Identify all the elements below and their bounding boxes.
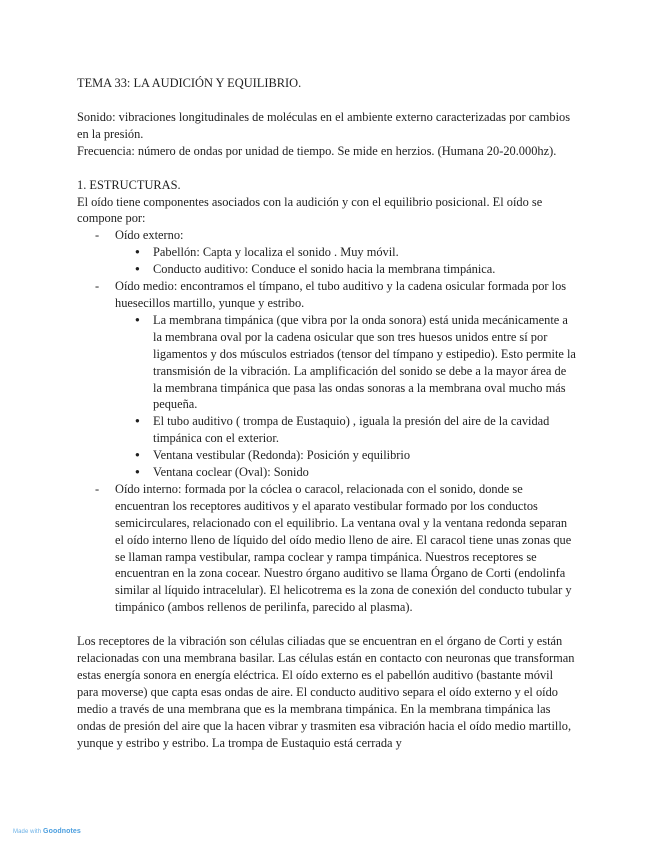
oido-interno-item	[77, 481, 577, 616]
frecuencia-definition: Frecuencia: número de ondas por unidad de tiempo. Se mide en herzios. (Humana 20-20.000hz).	[77, 143, 557, 158]
sonido-definition: Sonido: vibraciones longitudinales de moléculas en el ambiente externo caracterizadas por cambios en la presión.	[77, 109, 571, 141]
document-page	[77, 75, 577, 752]
spacer	[77, 160, 577, 177]
made-with-text: Made with	[13, 829, 42, 835]
oido-medio-sublist	[115, 312, 577, 481]
section-intro: El oído tiene componentes asociados con la audición y con el equilibrio posicional. El oído se compone por:	[77, 194, 543, 226]
closing-paragraph: Los receptores de la vibración son células ciliadas que se encuentran en el órgano de Corti y están relacionadas con una membrana basilar. Las células están en contacto con neuronas que transforman estas energía sonora en energía eléctrica. El oído externo es el pabellón auditivo (bastante móvil para moverse) que capta esas ondas de aire. El conducto auditivo separa el oído externo y el oído medio a través de una membrana que es la membrana timpánica. En la membrana timpánica las ondas de presión del aire que la hacen vibrar y trasmiten esa vibración hacia el oído medio martillo, yunque y estribo y estribo. La trompa de Eustaquio está cerrada y	[77, 634, 575, 750]
ear-parts-list	[77, 227, 577, 616]
section-heading: 1. ESTRUCTURAS.	[77, 177, 181, 192]
document-title: TEMA 33: LA AUDICIÓN Y EQUILIBRIO.	[77, 76, 302, 90]
oido-medio-label: Oído medio: encontramos el tímpano, el tubo auditivo y la cadena osicular formada por los huesecillos martillo, yunque y estribo.	[115, 279, 567, 310]
oido-interno-label: Oído interno: formada por la cóclea o caracol, relacionada con el sonido, donde se encuentran los receptores auditivos y el aparato vestibular formado por los conductos semicirculares, relacionado con el equilibrio. La ventana oval y la ventana redonda separan el oído interno lleno de líquido del oído medio lleno de aire. El caracol tiene unas zonas que se llaman rampa vestibular, rampa coclear y rampa timpánica. Nuestros receptores se encuentran en la zona cocear. Nuestro órgano auditivo se llama Órgano de Corti (endolinfa similar al líquido intracelular). El helicotrema es la zona de conexión del conducto tubular y timpánico (ambos rellenos de perilinfa, parecido al plasma).	[115, 481, 572, 615]
oido-medio-item	[77, 278, 577, 481]
list-item: ● Ventana coclear (Oval): Sonido	[115, 464, 577, 481]
list-item: ● Conducto auditivo: Conduce el sonido hacia la membrana timpánica.	[115, 261, 577, 278]
goodnotes-logo-text: Goodnotes	[43, 828, 81, 835]
list-item: ● La membrana timpánica (que vibra por la onda sonora) está unida mecánicamente a la membrana oval por la cadena osicular que son tres huesos unidos entre sí por ligamentos y dos músculos estriados (tensor del tímpano y estipedio). Esto permite la transmisión de la vibración. La amplificación del sonido se debe a la mayor área de la membrana timpánica que pasa las ondas sonoras a la membrana oval mucho más pequeña.	[115, 312, 577, 413]
list-item: ● Ventana vestibular (Redonda): Posición y equilibrio	[115, 447, 577, 464]
list-item: ● El tubo auditivo ( trompa de Eustaquio) , iguala la presión del aire de la cavidad timpánica con el exterior.	[115, 413, 577, 447]
spacer	[77, 616, 577, 633]
oido-externo-label: Oído externo:	[115, 228, 184, 243]
list-item: ● Pabellón: Capta y localiza el sonido . Muy móvil.	[115, 244, 577, 261]
oido-externo-item	[77, 227, 577, 278]
oido-externo-sublist	[115, 244, 577, 278]
goodnotes-badge	[13, 824, 81, 841]
